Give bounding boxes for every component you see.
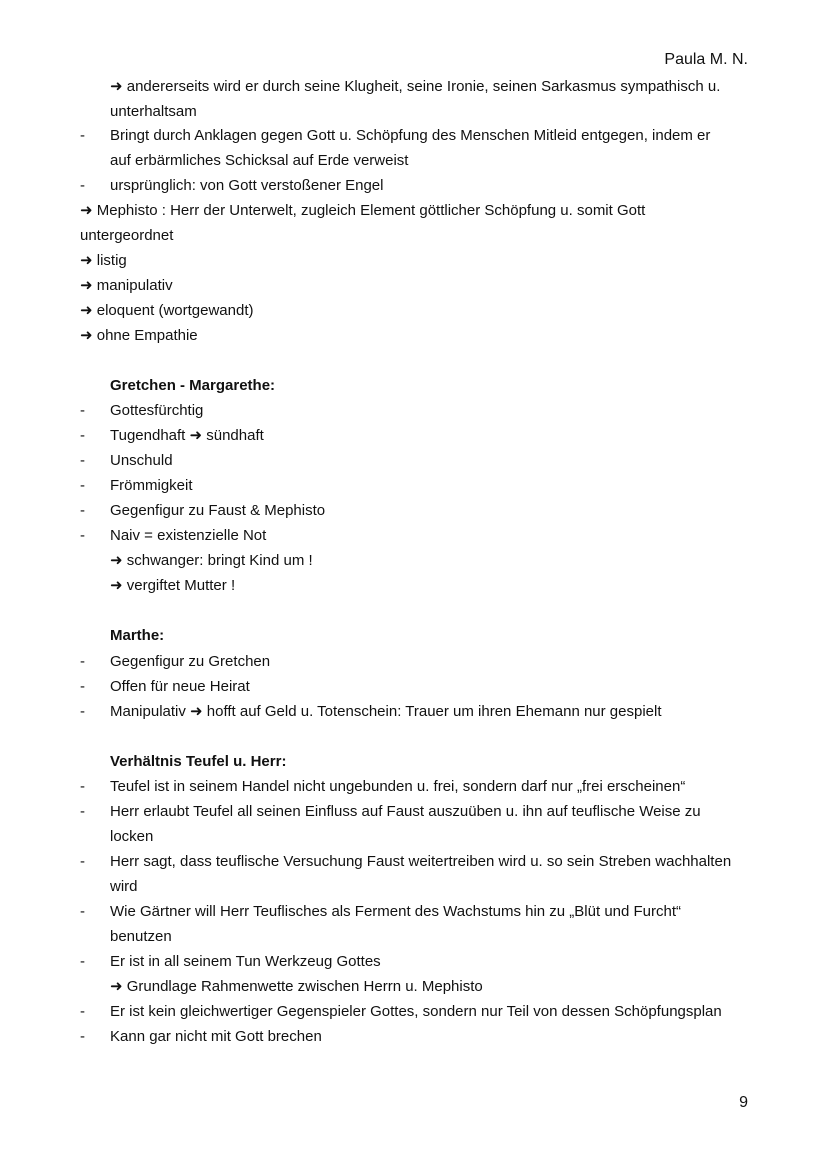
bullet-dash: - (80, 127, 85, 144)
bullet-dash: - (80, 502, 85, 519)
bullet-dash: - (80, 1003, 85, 1020)
verhaeltnis-item: Er ist in all seinem Tun Werkzeug Gottes (110, 953, 381, 970)
verhaeltnis-item-cont: benutzen (110, 928, 172, 945)
bullet-dash: - (80, 703, 85, 720)
bullet-dash: - (80, 678, 85, 695)
bullet-dash: - (80, 1028, 85, 1045)
bullet-dash: - (80, 452, 85, 469)
mephisto-line-3: Bringt durch Anklagen gegen Gott u. Schöpfung des Menschen Mitleid entgegen, indem er (110, 127, 711, 144)
page-number: 9 (739, 1094, 748, 1111)
marthe-item: Gegenfigur zu Gretchen (110, 653, 271, 670)
bullet-dash: - (80, 427, 85, 444)
gretchen-subitem: ➜ schwanger: bringt Kind um ! (110, 552, 313, 569)
bullet-dash: - (80, 402, 85, 419)
verhaeltnis-item: Wie Gärtner will Herr Teuflisches als Ferment des Wachstums hin zu „Blüt und Furcht“ (110, 903, 682, 920)
mephisto-line-6: ➜ Mephisto : Herr der Unterwelt, zugleich Element göttlicher Schöpfung u. somit Gott (80, 202, 646, 219)
mephisto-line-10: ➜ eloquent (wortgewandt) (80, 302, 254, 319)
verhaeltnis-subitem: ➜ Grundlage Rahmenwette zwischen Herrn u. Mephisto (110, 978, 483, 995)
mephisto-line-2: unterhaltsam (110, 103, 197, 120)
marthe-heading: Marthe: (110, 627, 165, 644)
verhaeltnis-item: Herr sagt, dass teuflische Versuchung Faust weitertreiben wird u. so sein Streben wachhalten (110, 853, 732, 870)
bullet-dash: - (80, 177, 85, 194)
bullet-dash: - (80, 853, 85, 870)
gretchen-item: Naiv = existenzielle Not (110, 527, 267, 544)
gretchen-subitem: ➜ vergiftet Mutter ! (110, 577, 236, 594)
gretchen-item: Frömmigkeit (110, 477, 193, 494)
marthe-item: Manipulativ ➜ hofft auf Geld u. Totenschein: Trauer um ihren Ehemann nur gespielt (110, 703, 662, 720)
verhaeltnis-item: Kann gar nicht mit Gott brechen (110, 1028, 322, 1045)
verhaeltnis-item-cont: wird (110, 878, 138, 895)
gretchen-item: Tugendhaft ➜ sündhaft (110, 427, 264, 444)
mephisto-line-4: auf erbärmliches Schicksal auf Erde verweist (110, 152, 409, 169)
verhaeltnis-item: Herr erlaubt Teufel all seinen Einfluss auf Faust auszuüben u. ihn auf teuflische Weise zu (110, 803, 701, 820)
bullet-dash: - (80, 653, 85, 670)
verhaeltnis-item: Teufel ist in seinem Handel nicht ungebunden u. frei, sondern darf nur „frei erscheinen“ (110, 778, 686, 795)
bullet-dash: - (80, 477, 85, 494)
bullet-dash: - (80, 953, 85, 970)
verhaeltnis-item: Er ist kein gleichwertiger Gegenspieler Gottes, sondern nur Teil von dessen Schöpfungsplan (110, 1003, 722, 1020)
verhaeltnis-item-cont: locken (110, 828, 154, 845)
mephisto-line-5: ursprünglich: von Gott verstoßener Engel (110, 177, 384, 194)
bullet-dash: - (80, 527, 85, 544)
bullet-dash: - (80, 903, 85, 920)
bullet-dash: - (80, 778, 85, 795)
bullet-dash: - (80, 803, 85, 820)
mephisto-line-1: ➜ andererseits wird er durch seine Klugheit, seine Ironie, seinen Sarkasmus sympathisch u. (110, 78, 721, 95)
mephisto-line-7: untergeordnet (80, 227, 174, 244)
marthe-item: Offen für neue Heirat (110, 678, 250, 695)
mephisto-line-11: ➜ ohne Empathie (80, 327, 198, 344)
gretchen-item: Unschuld (110, 452, 173, 469)
gretchen-item: Gegenfigur zu Faust & Mephisto (110, 502, 326, 519)
verhaeltnis-heading: Verhältnis Teufel u. Herr: (110, 753, 287, 770)
mephisto-line-9: ➜ manipulativ (80, 277, 173, 294)
header-author: Paula M. N. (664, 51, 748, 68)
gretchen-heading: Gretchen - Margarethe: (110, 377, 276, 394)
mephisto-line-8: ➜ listig (80, 252, 127, 269)
gretchen-item: Gottesfürchtig (110, 402, 204, 419)
